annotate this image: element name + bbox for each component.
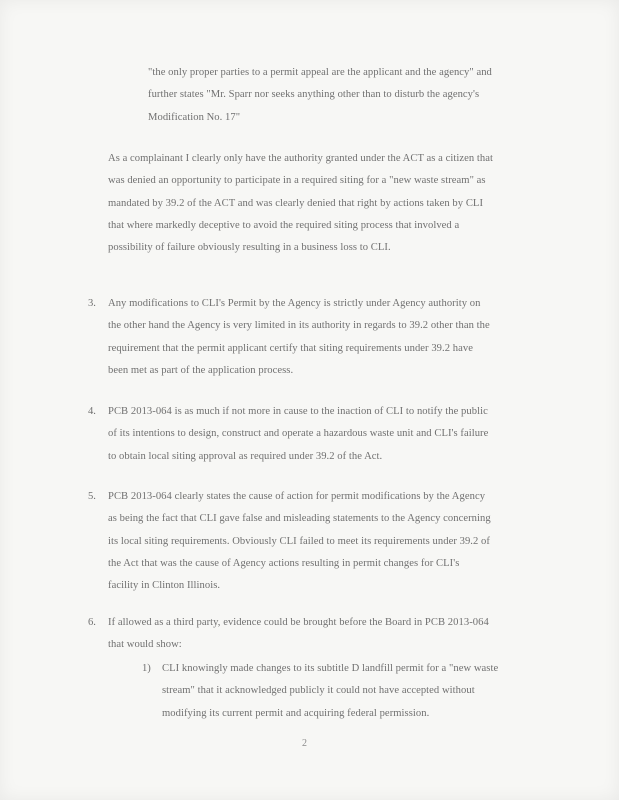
item-number: 6. — [88, 617, 96, 628]
text-line: Any modifications to CLI's Permit by the Agency is strictly under Agency authority on — [108, 298, 481, 309]
text-line: further states "Mr. Sparr nor seeks anything other than to disturb the agency's — [148, 89, 480, 101]
text-line: As a complainant I clearly only have the authority granted under the ACT as a citizen that — [108, 153, 493, 164]
subitem-paragraph — [162, 658, 552, 725]
text-line: that would show: — [108, 639, 182, 651]
text-line: the Act that was the cause of Agency actions resulting in permit changes for CLI's — [108, 557, 460, 569]
text-line: stream" that it acknowledged publicly it could not have accepted without — [162, 685, 475, 697]
intro-paragraph — [108, 148, 558, 259]
text-line: PCB 2013-064 is as much if not more in cause to the inaction of CLI to notify the public — [108, 406, 488, 417]
text-line: facility in Clinton Illinois. — [108, 580, 221, 592]
text-line: as being the fact that CLI gave false and misleading statements to the Agency concerning — [108, 513, 491, 525]
text-line: Modification No. 17" — [148, 111, 241, 123]
text-line: been met as part of the application process. — [108, 364, 294, 376]
numbered-paragraph — [108, 293, 558, 382]
subitem-number: 1) — [142, 663, 151, 674]
text-line: If allowed as a third party, evidence could be brought before the Board in PCB 2013-064 — [108, 617, 489, 628]
quote-paragraph — [148, 62, 548, 129]
text-line: of its intentions to design, construct and operate a hazardous waste unit and CLI's failure — [108, 428, 489, 440]
text-line: was denied an opportunity to participate in a required siting for a "new waste stream" as — [108, 175, 486, 187]
text-line: PCB 2013-064 clearly states the cause of action for permit modifications by the Agency — [108, 491, 486, 502]
page-number: 2 — [302, 738, 307, 749]
item-number: 3. — [88, 298, 96, 309]
text-line: that where markedly deceptive to avoid the required siting process that involved a — [108, 219, 460, 231]
item-number: 4. — [88, 406, 96, 417]
numbered-paragraph — [108, 486, 558, 597]
text-line: "the only proper parties to a permit appeal are the applicant and the agency" and — [148, 67, 492, 78]
text-line: modifying its current permit and acquiring federal permission. — [162, 707, 430, 719]
item-number: 5. — [88, 491, 96, 502]
text-line: possibility of failure obviously resulting in a business loss to CLI. — [108, 242, 391, 254]
numbered-paragraph — [108, 401, 558, 468]
text-line: CLI knowingly made changes to its subtitle D landfill permit for a "new waste — [162, 663, 499, 674]
text-line: the other hand the Agency is very limited in its authority in regards to 39.2 other than the — [108, 320, 490, 332]
text-line: mandated by 39.2 of the ACT and was clearly denied that right by actions taken by CLI — [108, 197, 484, 209]
text-line: requirement that the permit applicant certify that siting requirements under 39.2 have — [108, 342, 473, 354]
text-line: its local siting requirements. Obviously CLI failed to meet its requirements under 39.2 of — [108, 535, 490, 547]
text-line: to obtain local siting approval as required under 39.2 of the Act. — [108, 450, 383, 462]
numbered-paragraph — [108, 612, 558, 657]
